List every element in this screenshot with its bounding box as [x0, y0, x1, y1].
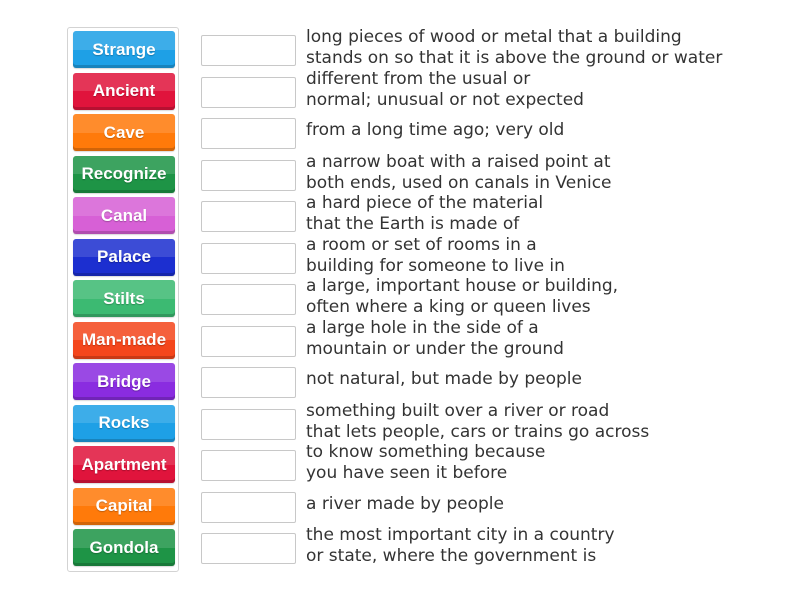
word-tile-gondola[interactable]: Gondola [73, 529, 175, 566]
answer-drop-slot[interactable] [201, 326, 296, 357]
definition-line: different from the usual or [306, 68, 531, 89]
word-tile-rocks[interactable]: Rocks [73, 405, 175, 442]
definition-text [306, 235, 786, 277]
definition-line: a large hole in the side of a [306, 317, 539, 338]
definition-line: stands on so that it is above the ground or water [306, 48, 723, 68]
word-tile-apartment[interactable]: Apartment [73, 446, 175, 483]
definition-text [306, 120, 786, 141]
definition-line: a narrow boat with a raised point at [306, 151, 611, 172]
definition-text [306, 69, 786, 111]
answer-drop-slot[interactable] [201, 533, 296, 564]
answer-drop-slot[interactable] [201, 77, 296, 108]
word-tile-bridge[interactable]: Bridge [73, 363, 175, 400]
answer-drop-slot[interactable] [201, 35, 296, 66]
definition-line: that lets people, cars or trains go across [306, 421, 650, 442]
word-tile-man-made[interactable]: Man-made [73, 322, 175, 359]
definition-line: to know something because [306, 442, 546, 462]
answer-drop-slot[interactable] [201, 118, 296, 149]
word-tile-ancient[interactable]: Ancient [73, 73, 175, 110]
answer-drop-slot[interactable] [201, 450, 296, 481]
definition-text [306, 442, 786, 484]
definition-line: that the Earth is made of [306, 214, 520, 234]
definition-text [306, 276, 786, 318]
answer-drop-slot[interactable] [201, 160, 296, 191]
definition-text [306, 318, 786, 360]
definition-line: a hard piece of the material [306, 193, 544, 213]
definition-line: a room or set of rooms in a [306, 234, 537, 255]
word-tile-capital[interactable]: Capital [73, 488, 175, 525]
word-tile-recognize[interactable]: Recognize [73, 156, 175, 193]
definition-line: a river made by people [306, 493, 504, 514]
answer-drop-slot[interactable] [201, 492, 296, 523]
definition-line: or state, where the government is [306, 546, 597, 566]
word-tile-cave[interactable]: Cave [73, 114, 175, 151]
definition-line: the most important city in a country [306, 525, 615, 545]
word-tile-palace[interactable]: Palace [73, 239, 175, 276]
definition-line: long pieces of wood or metal that a building [306, 27, 682, 47]
definition-text [306, 193, 786, 235]
word-tile-stilts[interactable]: Stilts [73, 280, 175, 317]
definition-line: often where a king or queen lives [306, 297, 591, 317]
answer-drop-slot[interactable] [201, 409, 296, 440]
definition-line: something built over a river or road [306, 400, 610, 421]
definition-text [306, 525, 786, 567]
definition-text [306, 27, 786, 69]
definition-text [306, 152, 786, 194]
answer-drop-slot[interactable] [201, 243, 296, 274]
definition-line: both ends, used on canals in Venice [306, 172, 612, 193]
definition-line: a large, important house or building, [306, 276, 619, 296]
word-tile-strange[interactable]: Strange [73, 31, 175, 68]
definition-line: from a long time ago; very old [306, 120, 565, 140]
word-tile-canal[interactable]: Canal [73, 197, 175, 234]
definition-text [306, 401, 786, 443]
definition-line: mountain or under the ground [306, 338, 564, 359]
answer-drop-slot[interactable] [201, 284, 296, 315]
definition-line: building for someone to live in [306, 255, 565, 276]
definition-line: you have seen it before [306, 463, 508, 483]
definition-text [306, 494, 786, 515]
definition-line: not natural, but made by people [306, 369, 582, 389]
definition-text [306, 369, 786, 390]
definition-line: normal; unusual or not expected [306, 89, 584, 110]
answer-drop-slot[interactable] [201, 201, 296, 232]
answer-drop-slot[interactable] [201, 367, 296, 398]
